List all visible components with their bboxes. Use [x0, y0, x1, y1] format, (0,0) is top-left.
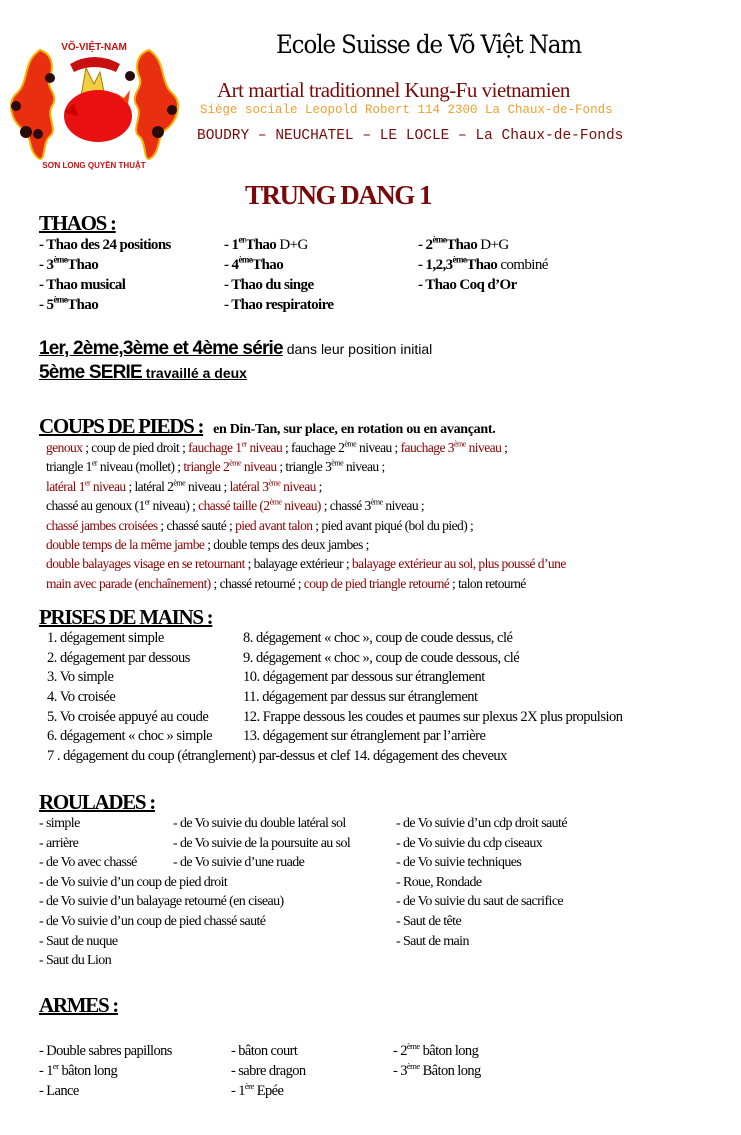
thao-item-suffix: Thao — [466, 257, 501, 273]
thao-item-text: - Thao des 24 positions — [39, 237, 171, 253]
thao-item — [39, 294, 171, 317]
school-subtitle: Art martial traditionnel Kung-Fu vietnamien — [217, 78, 570, 102]
kick-line — [46, 498, 566, 517]
cities-list: BOUDRY – NEUCHATEL – LE LOCLE – La Chaux-de-Fonds — [197, 128, 624, 144]
kick-line — [46, 459, 566, 478]
kick-segment: fauchage 3 — [400, 440, 454, 455]
kick-line — [46, 576, 566, 595]
arme-item-ordinal: ème — [406, 1060, 420, 1071]
kick-segment: main avec parade (enchaînement) — [46, 575, 211, 591]
roulade-item: - de Vo suivie techniques — [396, 855, 522, 871]
kick-segment: niveau ; — [382, 498, 425, 514]
kick-segment: latéral 1 — [46, 478, 85, 494]
roulades-column-2 — [173, 816, 350, 875]
coups-de-pieds-list — [46, 440, 566, 595]
thao-item-ordinal: ème — [53, 254, 68, 265]
kick-segment: ème — [269, 497, 282, 507]
arme-item-ordinal: er — [52, 1060, 59, 1071]
kick-segment: niveau) — [281, 498, 321, 514]
kick-segment: ème — [331, 458, 344, 468]
kick-segment: triangle 2 — [183, 459, 230, 475]
prise-item: 1. dégagement simple — [47, 630, 164, 646]
thao-item-suffix: Thao — [252, 257, 284, 273]
kick-line — [46, 440, 566, 459]
prise-item: 7 . dégagement du coup (étranglement) par-dessus et clef 14. dégagement des cheveux — [47, 748, 507, 765]
roulade-item: - Roue, Rondade — [396, 874, 482, 890]
series-5-label: 5ème SERIE — [39, 362, 142, 383]
thao-item-ordinal: ème — [53, 294, 68, 305]
school-name: Ecole Suisse de Võ Việt Nam — [276, 30, 582, 59]
kick-segment: fauchage 1 — [188, 440, 242, 455]
kick-segment: niveau ; — [356, 440, 401, 455]
roulade-item: - de Vo suivie d’un cdp droit sauté — [396, 816, 567, 831]
thao-item-suffix: Thao — [67, 297, 99, 313]
kick-segment: coup de pied triangle retourné — [303, 575, 450, 591]
roulade-item: - de Vo suivie d’un coup de pied droit — [39, 874, 228, 890]
arme-item-text: - 3 — [393, 1063, 407, 1079]
thao-item-text: - 3 — [39, 257, 54, 273]
prise-item: 5. Vo croisée appuyé au coude — [47, 708, 209, 725]
thao-item-text: - 4 — [224, 257, 239, 273]
kick-segment: ème — [173, 478, 186, 488]
thao-item-ordinal: er — [238, 234, 246, 245]
prise-item: 3. Vo simple — [47, 669, 114, 686]
arme-item-text: - Double sabres papillons — [39, 1043, 172, 1059]
arme-item-ordinal: ème — [406, 1040, 420, 1051]
prise-item: 12. Frappe dessous les coudes et paumes sur plexus 2X plus propulsion — [243, 708, 623, 725]
siege-address: Siège sociale Leopold Robert 114 2300 La Chaux-de-Fonds — [200, 103, 613, 117]
prise-item: 8. dégagement « choc », coup de coude dessus, clé — [243, 630, 513, 646]
prise-item: 11. dégagement par dessus sur étranglement — [243, 689, 478, 706]
prise-item: 6. dégagement « choc » simple — [47, 728, 213, 745]
kick-segment: niveau — [90, 478, 126, 494]
kick-segment: ; double temps des deux jambes ; — [204, 536, 369, 552]
dragon-emblem-icon — [2, 32, 187, 177]
kick-segment: niveau ; — [343, 459, 385, 475]
roulade-item: - Saut de tête — [396, 913, 462, 929]
armes-column-2 — [231, 1043, 306, 1103]
roulade-item: - Saut de main — [396, 933, 469, 949]
coups-de-pieds-subheading: en Din-Tan, sur place, en rotation ou en avançant. — [213, 422, 496, 437]
prises-de-mains-heading: PRISES DE MAINS : — [39, 605, 213, 629]
kick-segment: ème — [229, 458, 242, 468]
arme-item — [231, 1080, 306, 1103]
kick-segment: balayage extérieur au sol, plus poussé d’une — [351, 556, 566, 572]
arme-item-ordinal: ère — [244, 1080, 254, 1091]
thao-item-text: - Thao respiratoire — [224, 297, 334, 313]
thao-item-ordinal: ème — [432, 234, 447, 245]
kick-segment: ; balayage extérieur ; — [244, 556, 352, 572]
thao-item-note: D+G — [279, 237, 308, 253]
roulade-item: - de Vo suivie du cdp ciseaux — [396, 835, 543, 851]
kick-segment: ème — [370, 497, 383, 507]
roulade-item: - arrière — [39, 835, 79, 851]
kick-segment: chassé au genoux (1 — [46, 498, 145, 514]
roulade-item: - de Vo suivie de la poursuite au sol — [173, 835, 351, 851]
thao-item-text: - Thao musical — [39, 277, 126, 293]
kick-segment: ; chassé 3 — [320, 498, 371, 514]
arme-item-suffix: bâton long — [58, 1063, 118, 1079]
roulade-item: - de Vo suivie d’une ruade — [173, 855, 305, 871]
prise-item: 9. dégagement « choc », coup de coude dessous, clé — [243, 649, 520, 666]
kick-segment: er — [241, 439, 247, 449]
kick-segment: ; coup de pied droit ; — [82, 440, 189, 455]
arme-item — [231, 1063, 306, 1083]
thao-item-suffix: Thao — [245, 237, 280, 253]
arme-item-text: - Lance — [39, 1083, 79, 1099]
thao-item-suffix: Thao — [446, 237, 481, 253]
kick-segment: ; chassé sauté ; — [157, 517, 236, 533]
kick-segment: er — [84, 478, 91, 488]
arme-item — [231, 1043, 306, 1063]
prise-item: 10. dégagement par dessous sur étranglement — [243, 669, 485, 686]
arme-item-suffix: Epée — [253, 1083, 284, 1099]
kick-segment: chassé jambes croisées — [46, 517, 158, 533]
kick-segment: ème — [453, 439, 466, 449]
kick-segment: ème — [344, 439, 357, 449]
kick-line — [46, 479, 566, 498]
series-line-2 — [39, 362, 247, 384]
kick-segment: double temps de la même jambe — [46, 536, 205, 552]
roulade-item: - simple — [39, 816, 80, 831]
arme-item-text: - 1 — [39, 1063, 53, 1079]
kick-segment: ème — [268, 478, 281, 488]
thaos-column-2 — [224, 234, 334, 317]
kick-segment: niveau — [280, 478, 316, 494]
thao-item-note: combiné — [500, 257, 548, 273]
kick-line — [46, 556, 566, 575]
roulade-item: - Saut de nuque — [39, 933, 118, 949]
kick-segment: ; latéral 2 — [125, 478, 174, 494]
prise-item: 13. dégagement sur étranglement par l’arrière — [243, 728, 486, 745]
roulade-item: - de Vo suivie d’un balayage retourné (en ciseau) — [39, 894, 284, 910]
series-1-4-label: 1er, 2ème,3ème et 4ème série — [39, 338, 283, 359]
thaos-column-1 — [39, 237, 171, 317]
kick-segment: genoux — [46, 440, 83, 455]
series-line-1 — [39, 338, 432, 360]
thao-item-ordinal: ème — [238, 254, 253, 265]
thao-item — [418, 234, 548, 257]
kick-segment: er — [144, 497, 150, 507]
kick-line — [46, 537, 566, 556]
kick-segment: ; talon retourné — [449, 575, 526, 591]
kick-segment: ; — [315, 478, 322, 494]
thao-item-text: - 2 — [418, 237, 433, 253]
kick-segment: niveau (mollet) ; — [97, 459, 184, 475]
arme-item-text: - 1 — [231, 1083, 245, 1099]
arme-item — [39, 1060, 172, 1083]
kick-segment: niveau) ; — [149, 498, 199, 514]
coups-de-pieds-heading: COUPS DE PIEDS : — [39, 414, 204, 438]
arme-item-text: - sabre dragon — [231, 1063, 306, 1079]
arme-item — [39, 1083, 172, 1103]
document-title: TRUNG DANG 1 — [245, 180, 432, 210]
kick-segment: ; chassé retourné ; — [210, 575, 304, 591]
thaos-column-3 — [418, 234, 548, 297]
thao-item-text: - 5 — [39, 297, 54, 313]
coups-de-pieds-header — [39, 414, 495, 439]
thao-item-text: - 1,2,3 — [418, 257, 453, 273]
kick-segment: niveau — [465, 440, 502, 455]
kick-segment: ; pied avant piqué (bol du pied) ; — [312, 517, 474, 533]
kick-segment: chassé taille (2 — [198, 498, 270, 514]
arme-item — [393, 1060, 481, 1083]
roulade-item: - de Vo suivie d’un coup de pied chassé sauté — [39, 913, 266, 929]
thao-item-text: - Thao Coq d’Or — [418, 277, 517, 293]
thao-item-ordinal: ème — [452, 254, 467, 265]
prise-item: 4. Vo croisée — [47, 689, 116, 706]
armes-heading: ARMES : — [39, 993, 118, 1017]
prises-column-2 — [243, 630, 623, 748]
logo-bottom-text: SƠN LONG QUYỀN THUẬT — [42, 161, 146, 170]
roulade-item: - de Vo avec chassé — [39, 855, 137, 871]
armes-column-3 — [393, 1040, 481, 1083]
armes-column-1 — [39, 1043, 172, 1103]
thao-item-text: - Thao du singe — [224, 277, 314, 293]
arme-item-text: - 2 — [393, 1043, 407, 1059]
series-1-4-note: dans leur position initial — [282, 341, 433, 357]
arme-item-suffix: Bâton long — [419, 1063, 481, 1079]
kick-segment: niveau — [246, 440, 283, 455]
roulades-column-3 — [396, 816, 567, 953]
roulade-item: - de Vo suivie du double latéral sol — [173, 816, 346, 831]
kick-segment: triangle 1 — [46, 459, 92, 475]
thao-item — [224, 277, 333, 297]
roulades-heading: ROULADES : — [39, 790, 155, 814]
roulade-item: - Saut du Lion — [39, 953, 112, 969]
kick-segment: er — [91, 458, 98, 468]
series-5-note: travaillé a deux — [141, 365, 247, 381]
kick-line — [46, 518, 566, 537]
prise-item: 2. dégagement par dessous — [47, 649, 190, 666]
arme-item-text: - bâton court — [231, 1043, 298, 1059]
thao-item — [418, 277, 548, 297]
roulade-item: - de Vo suivie du saut de sacrifice — [396, 894, 564, 910]
arme-item — [39, 1043, 172, 1063]
kick-segment: niveau ; — [185, 478, 230, 494]
kick-segment: ; fauchage 2 — [282, 440, 345, 455]
school-logo — [2, 32, 187, 177]
thao-item-suffix: Thao — [67, 257, 99, 273]
kick-segment: latéral 3 — [229, 478, 269, 494]
kick-segment: ; triangle 3 — [276, 459, 332, 475]
arme-item-suffix: bâton long — [419, 1043, 479, 1059]
kick-segment: double balayages visage en se retournant — [46, 556, 245, 572]
kick-segment: ; — [501, 440, 508, 455]
kick-segment: niveau — [241, 459, 277, 475]
thao-item — [224, 254, 333, 277]
thao-item — [418, 254, 548, 277]
logo-top-text: VÕ-VIỆT-NAM — [61, 42, 127, 53]
thaos-heading: THAOS : — [39, 211, 116, 235]
thao-item — [39, 254, 171, 277]
thao-item-note: D+G — [480, 237, 509, 253]
thao-item — [224, 297, 333, 317]
thao-item-text: - 1 — [224, 237, 239, 253]
kick-segment: pied avant talon — [235, 517, 313, 533]
